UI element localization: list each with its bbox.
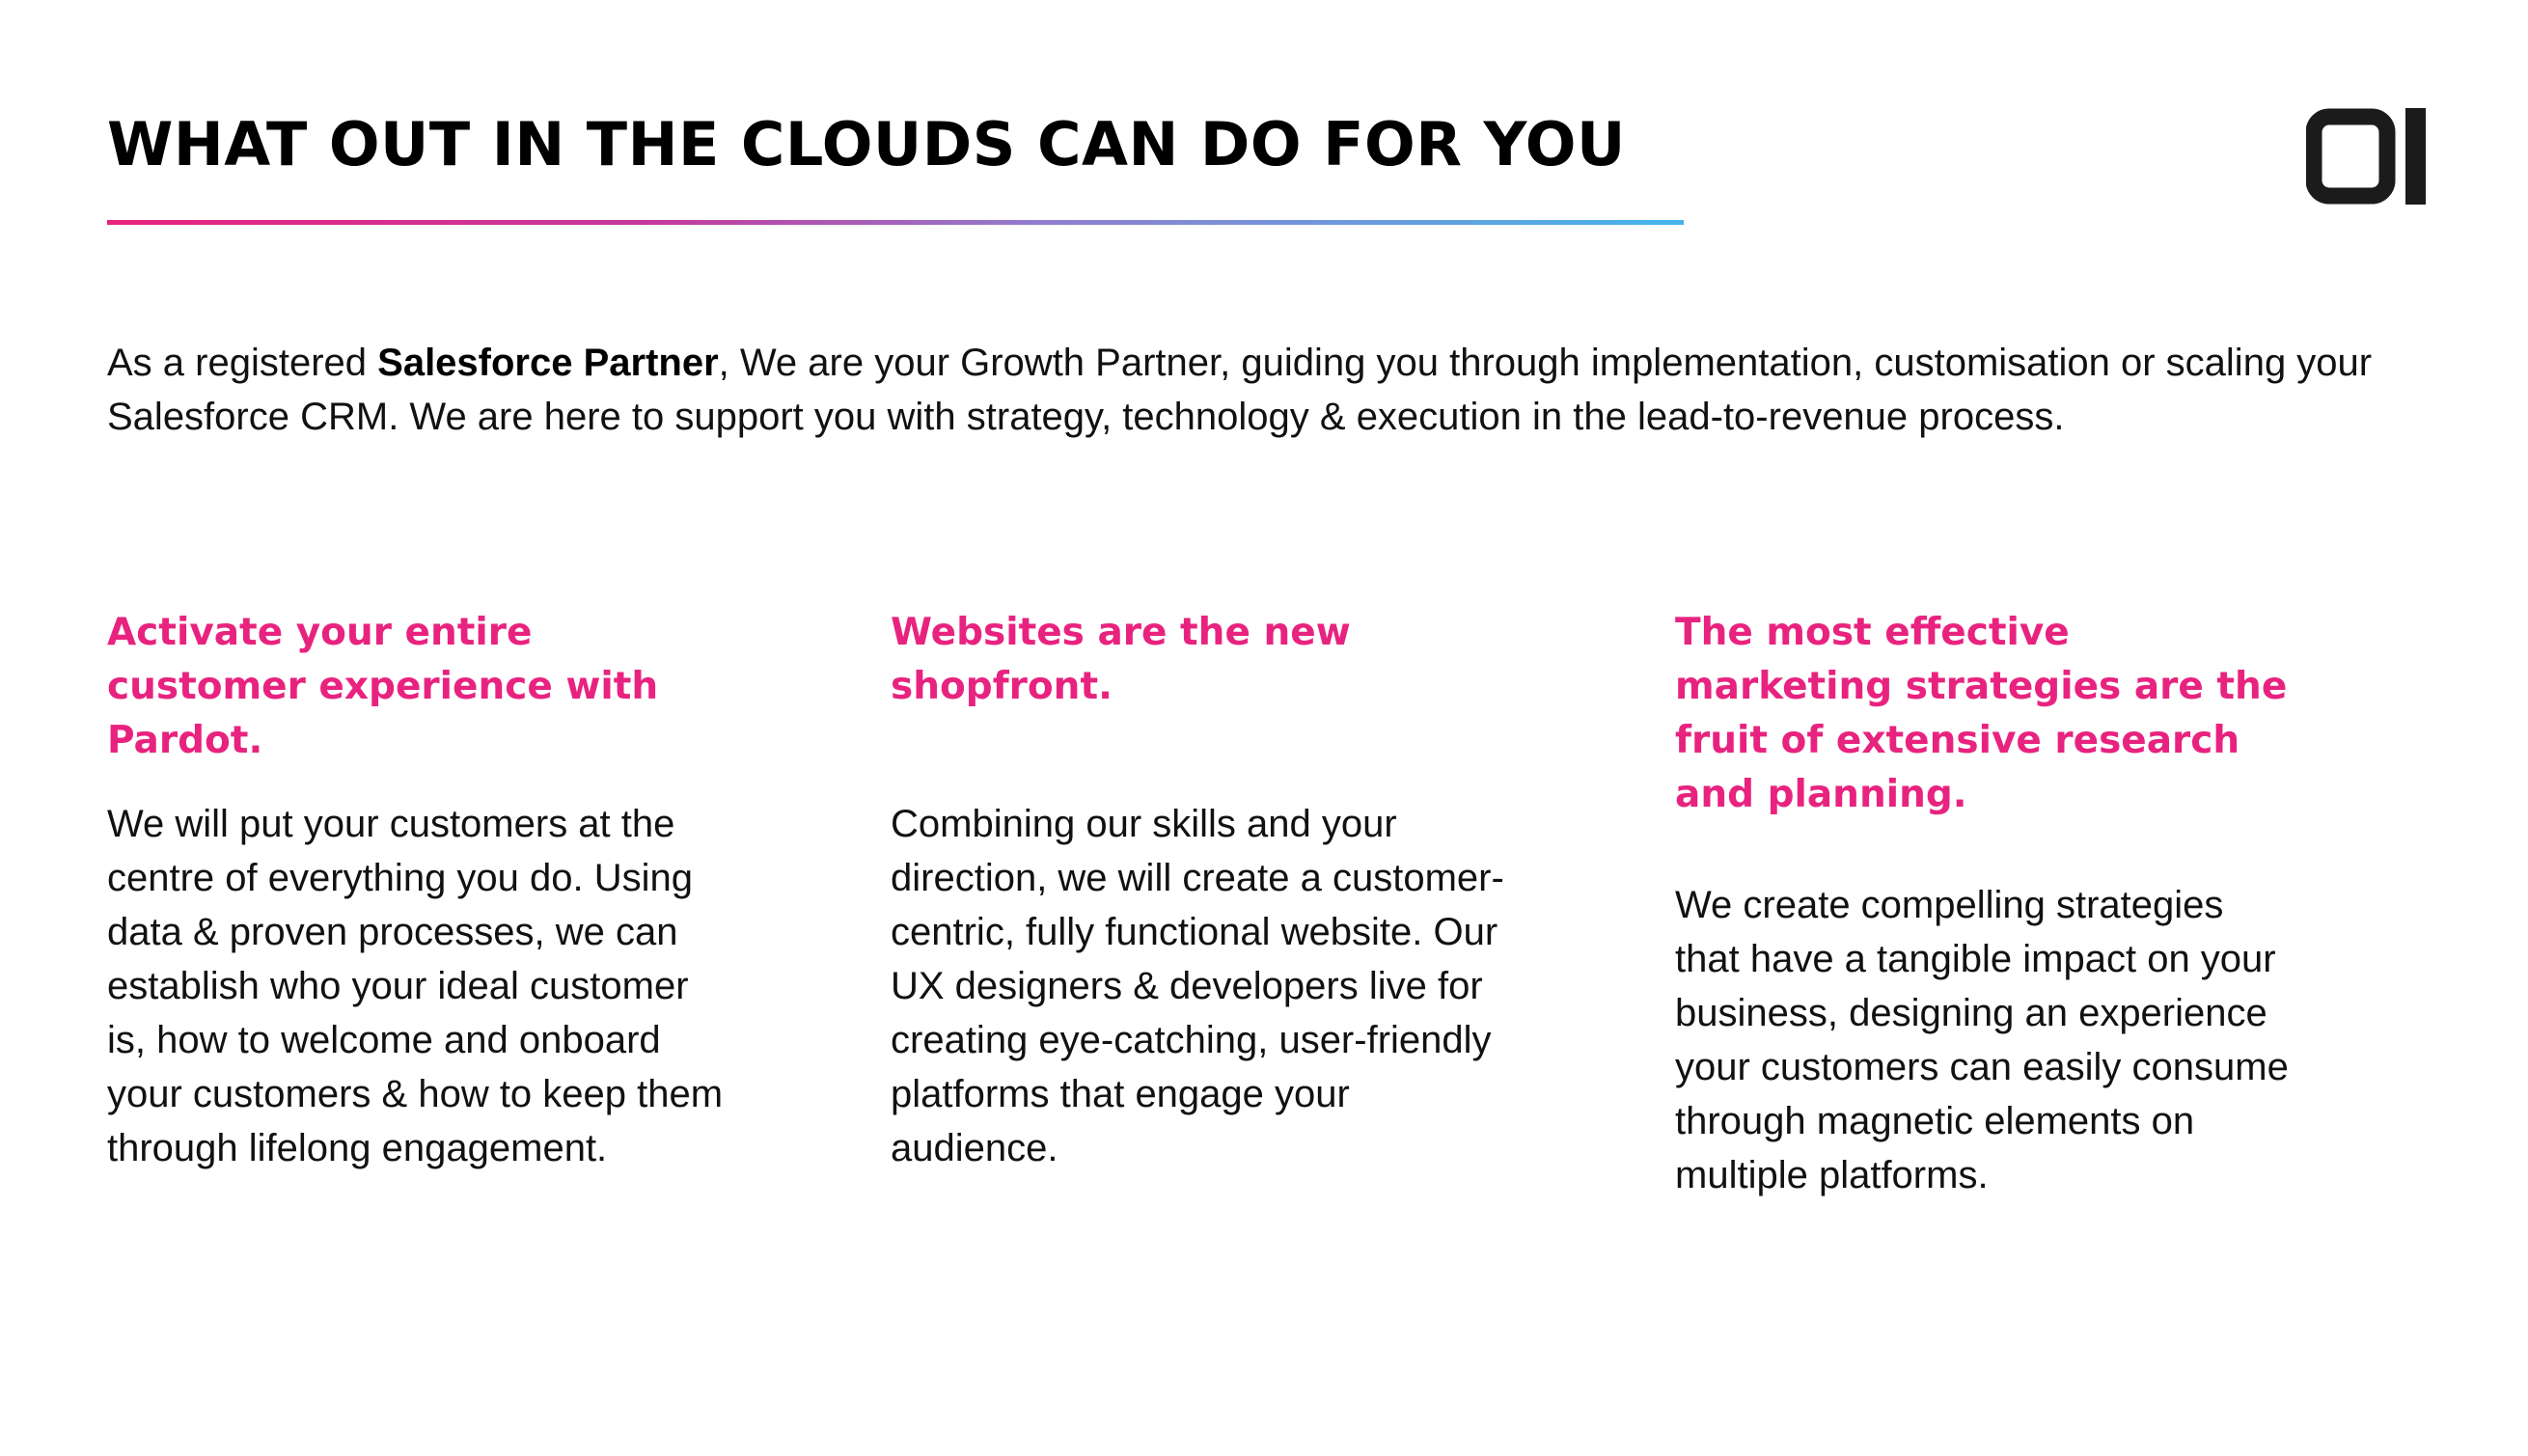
- title-underline: [107, 220, 1684, 225]
- column-marketing: [1675, 606, 2293, 1202]
- column-body: We create compelling strategies that have a tangible impact on your business, designing an experience your customers can easily consume through magnetic elements on multiple platforms.: [1675, 884, 2289, 1196]
- column-body: Combining our skills and your direction, we will create a customer-centric, fully functional website. Our UX designers & developers live for creating eye-catching, user-friendly platforms that engage your audience.: [891, 803, 1504, 1169]
- column-heading: Activate your entire customer experience with Pardot.: [107, 611, 659, 762]
- intro-text-end: , We are your Growth Partner, guiding you through implementation, customisation or scaling your Salesforce CRM. We are here to support you with strategy, technology & execution in the lead-to-revenue process.: [107, 342, 2373, 438]
- intro-text-start: As a registered: [107, 342, 378, 384]
- page-title: WHAT OUT IN THE CLOUDS CAN DO FOR YOU: [107, 109, 1626, 179]
- column-pardot: [107, 606, 725, 1175]
- intro-highlight: Salesforce Partner: [377, 342, 719, 384]
- oi-logo-icon: [2306, 108, 2432, 205]
- column-heading: Websites are the new shopfront.: [891, 611, 1351, 708]
- column-websites: [891, 606, 1508, 1175]
- column-body: We will put your customers at the centre of everything you do. Using data & proven processes, we can establish who your ideal customer is, how to welcome and onboard your customers & how to keep them through lifelong engagement.: [107, 803, 724, 1169]
- column-heading: The most effective marketing strategies are the fruit of extensive research and planning.: [1675, 611, 2288, 816]
- intro-paragraph: [107, 336, 2423, 444]
